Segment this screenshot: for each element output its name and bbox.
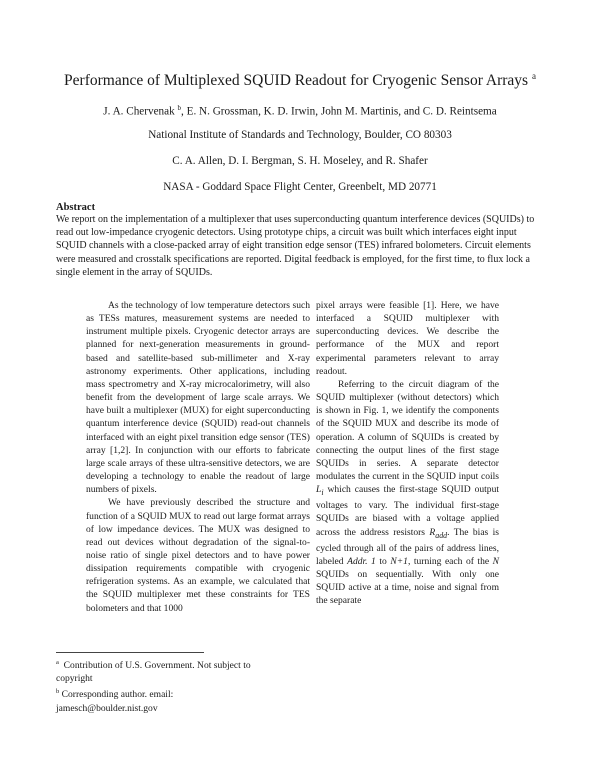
title-footnote-mark: a — [531, 71, 536, 81]
abstract-heading: Abstract — [56, 202, 96, 213]
paper-title: Performance of Multiplexed SQUID Readout for Cryogenic Sensor Arrays $^a$ — [64, 71, 536, 90]
body-paragraph: pixel arrays were feasible [1]. Here, we have interfaced a SQUID multiplexer with superconducting devices. We describe the performance of the MUX and report experimental parameters relevant to array readout. — [316, 300, 499, 377]
author-list-nasa: C. A. Allen, D. I. Bergman, S. H. Moseley, and R. Shafer — [172, 155, 428, 167]
affiliation-nasa: NASA - Goddard Space Flight Center, Greenbelt, MD 20771 — [163, 181, 437, 193]
body-paragraph: We have previously described the structure and function of a SQUID MUX to read out large format arrays of low impedance devices. The MUX was designed to read out devices without degradation of the signal-to-noise ratio of single pixel detectors and to have power dissipation requirements compatible with cryogenic refrigeration systems. As an example, we calculated that the SQUID multiplexer met these constraints for TES bolometers and that 1000 — [86, 497, 310, 614]
footnote-b: $^b$ Corresponding author. email: jamesch@boulder.nist.gov — [56, 688, 174, 714]
footnote-a: $^a$ Contribution of U.S. Government. Not subject to copyright — [56, 659, 251, 685]
left-column — [86, 299, 310, 615]
author-list-nist: J. A. Chervenak $^b$, E. N. Grossman, K. D. Irwin, John M. Martinis, and C. D. Reintsema — [103, 104, 497, 118]
affiliation-nist: National Institute of Standards and Technology, Boulder, CO 80303 — [148, 129, 452, 141]
abstract-text: We report on the implementation of a multiplexer that uses superconducting quantum interference devices (SQUIDs) to read out low-impedance cryogenic detectors. Using prototype chips, a circuit was built which interfaces eight input SQUID channels with a close-packed array of eight transition edge sensor (TES) infrared bolometers. Circuit elements were measured and crosstalk specifications are reported. Digital feedback is employed, for the first time, to flux lock a single element in the array of SQUIDs. — [56, 214, 535, 278]
author-footnote-mark: b — [177, 104, 182, 112]
footnote-divider — [56, 652, 204, 653]
body-paragraph: Referring to the circuit diagram of the SQUID multiplexer (without detectors) which is shown in Fig. 1, we identify the components of the SQUID MUX and describe its mode of operation. A column of SQUIDs is created by connecting the output lines of the first stage SQUIDs in series. A separate detector modulates the current in the SQUID input coils $L_i$ which causes the first-stage SQUID output voltages to vary. The individual first-stage SQUIDs are biased with a voltage applied across the address resistors $R_{add}$. The bias is cycled through all of the pairs of address lines, labeled Addr. 1 to N+1, turning each of the N SQUIDs on sequentially. With only one SQUID active at a time, noise and signal from the separate — [316, 378, 500, 607]
body-paragraph: As the technology of low temperature detectors such as TESs matures, measurement systems are needed to instrument multiple pixels. Cryogenic detector arrays are planned for next-generation measurements in ground-based and satellite-based sub-millimeter and X-ray astronomy experiments. Other applications, including mass spectrometry and X-ray microcalorimetry, will also benefit from the development of large scale arrays. We have built a multiplexer (MUX) for eight superconducting quantum interference device (SQUID) read-out channels interfaced with an eight pixel transition edge sensor (TES) array [1,2]. In conjunction with our efforts to fabricate large scale arrays of these ultra-sensitive detectors, we are developing a technology to enable the readout of large numbers of pixels. — [86, 300, 310, 496]
footnotes — [56, 656, 266, 715]
right-column — [316, 299, 499, 607]
